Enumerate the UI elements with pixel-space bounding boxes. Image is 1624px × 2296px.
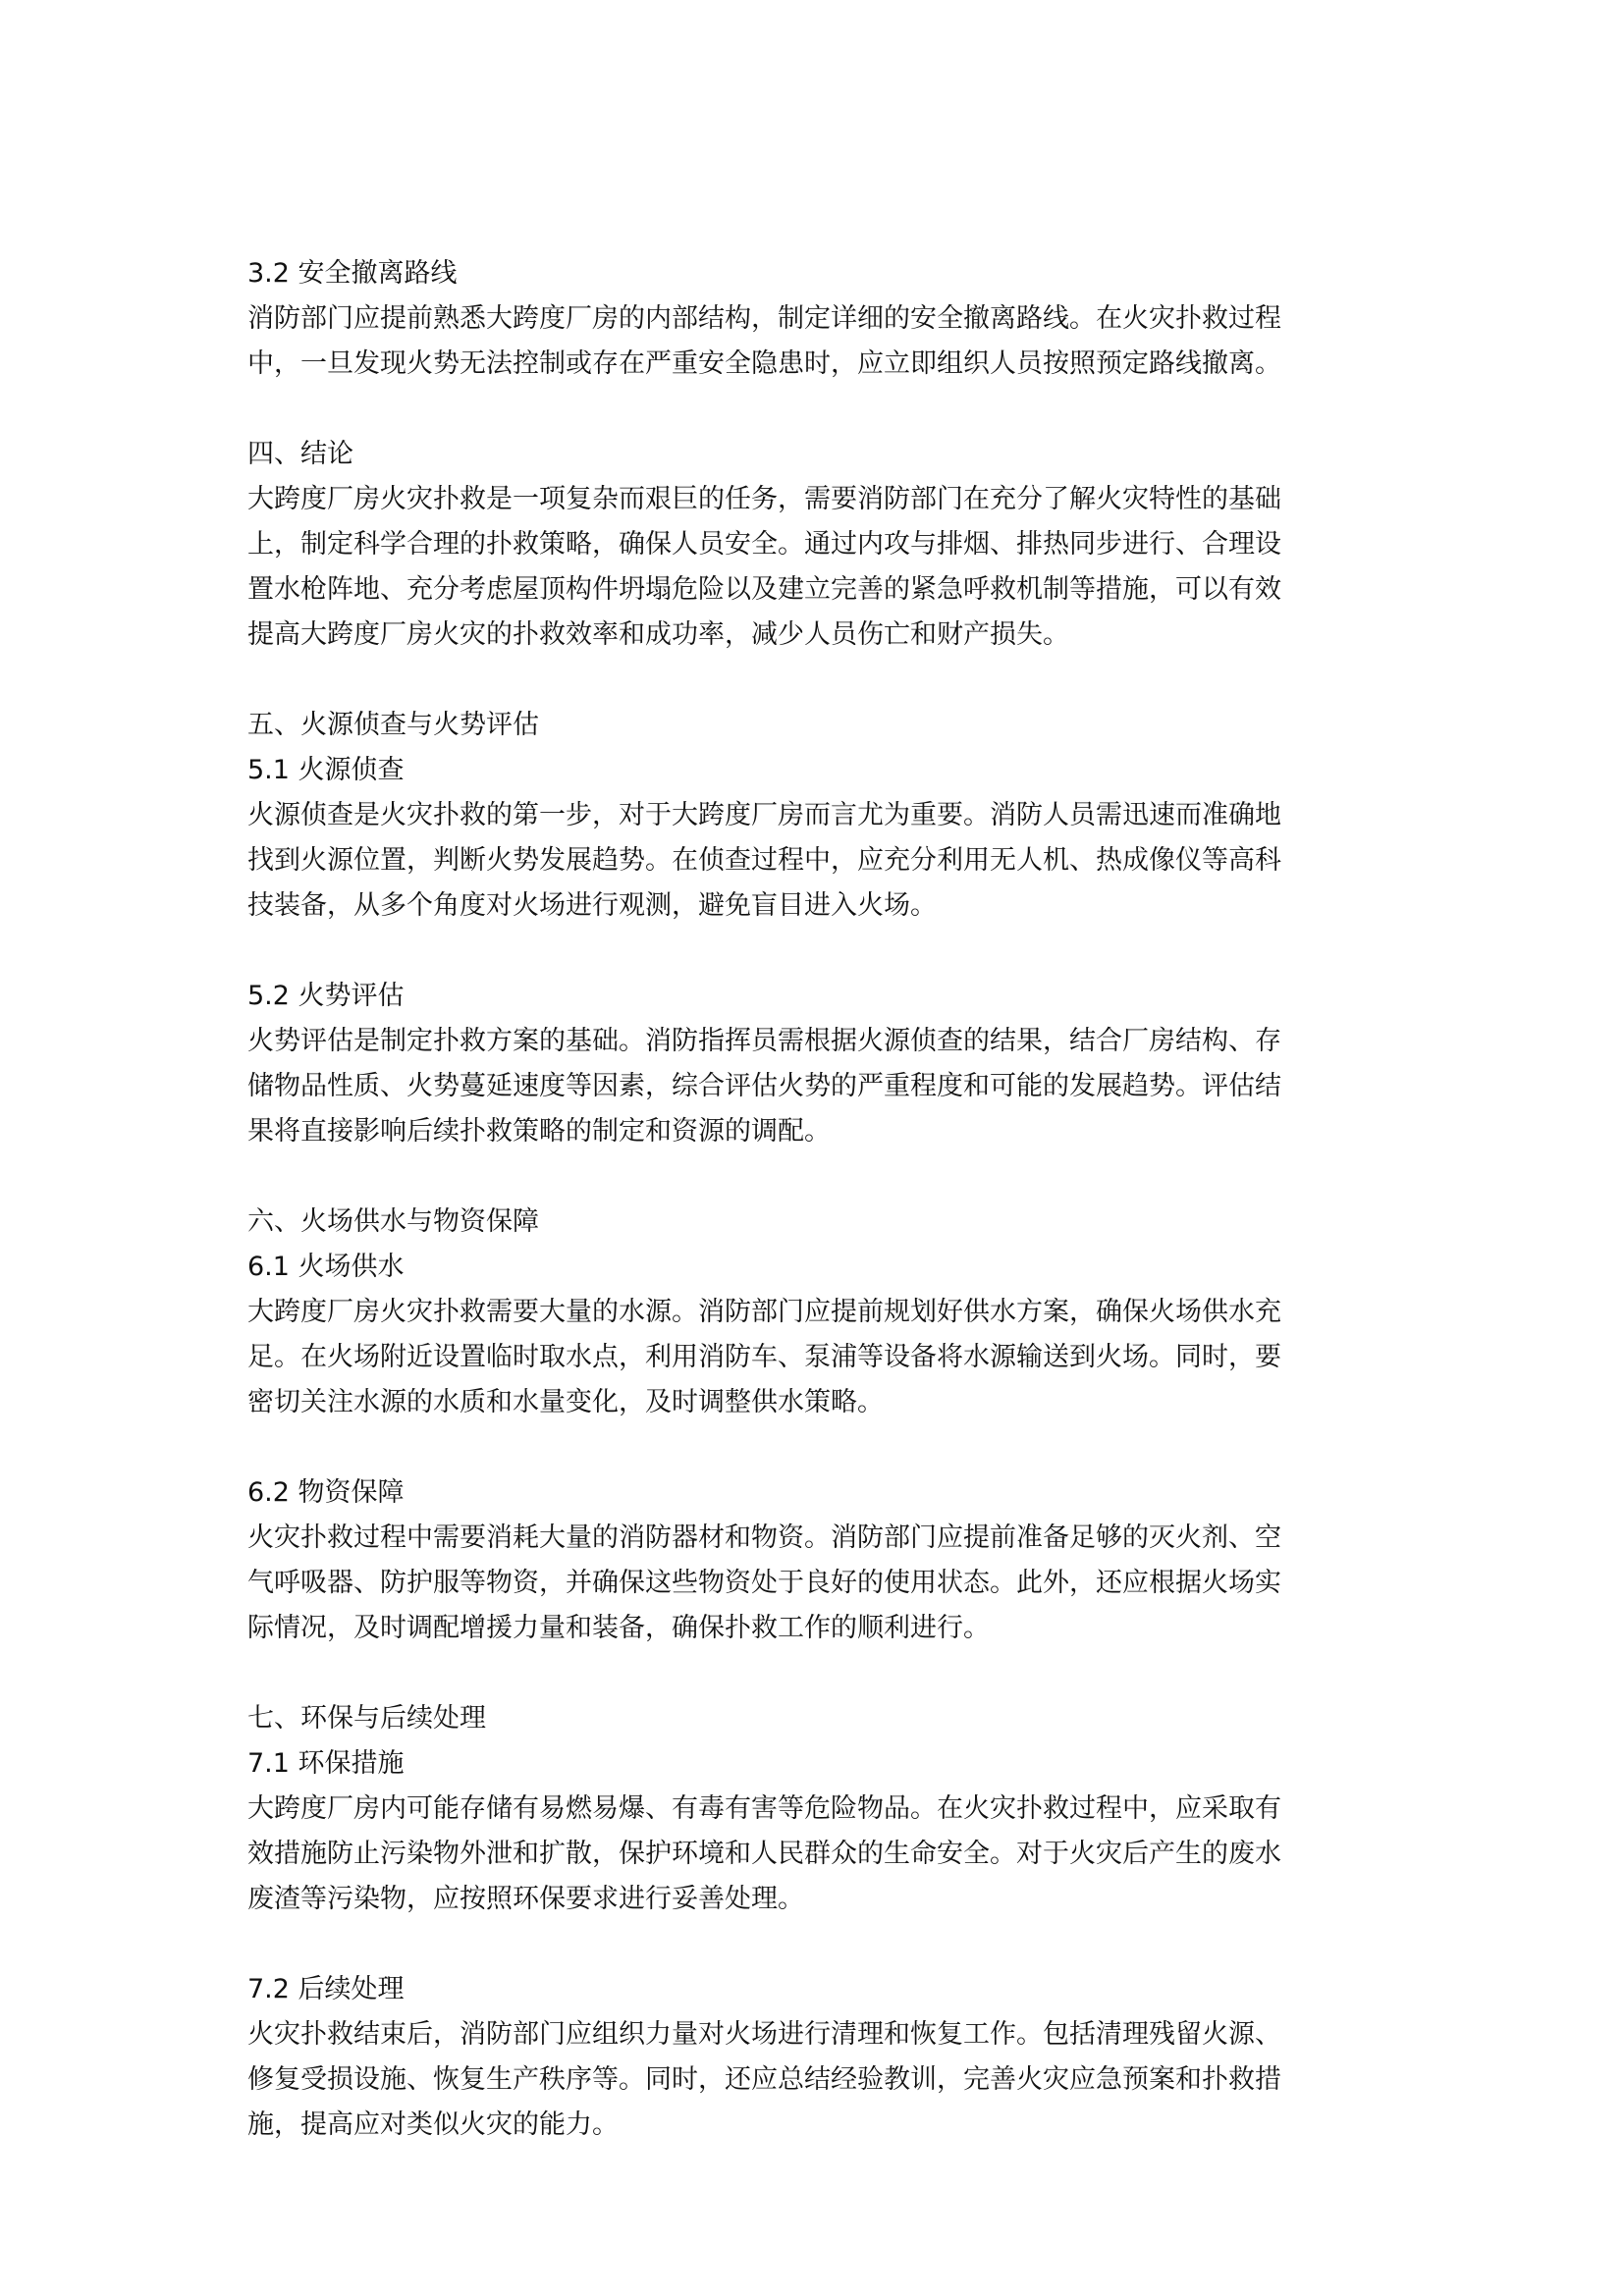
paragraph-6-2 <box>247 1516 1386 1651</box>
section-heading-5: 五、火源侦查与火势评估 <box>247 710 539 740</box>
section-heading-4: 四、结论 <box>247 439 353 469</box>
paragraph-line: 储物品性质、火势蔓延速度等因素，综合评估火势的严重程度和可能的发展趋势。评估结 <box>247 1071 1281 1101</box>
section-heading-7-2: 7.2 后续处理 <box>247 1974 405 2004</box>
blank-line <box>247 1922 1386 1967</box>
section-heading-5-1: 5.1 火源侦查 <box>247 755 405 785</box>
blank-line <box>247 1651 1386 1696</box>
section-heading-7-1: 7.1 环保措施 <box>247 1748 405 1779</box>
paragraph-7-2 <box>247 2012 1386 2148</box>
section-heading-6-2: 6.2 物资保障 <box>247 1477 405 1508</box>
paragraph-line: 火灾扑救过程中需要消耗大量的消防器材和物资。消防部门应提前准备足够的灭火剂、空 <box>247 1522 1281 1553</box>
paragraph-line: 置水枪阵地、充分考虑屋顶构件坍塌危险以及建立完善的紧急呼救机制等措施，可以有效 <box>247 574 1281 605</box>
paragraph-line: 修复受损设施、恢复生产秩序等。同时，还应总结经验教训，完善火灾应急预案和扑救措 <box>247 2064 1281 2095</box>
section-heading-6-1: 6.1 火场供水 <box>247 1252 405 1282</box>
paragraph-line: 提高大跨度厂房火灾的扑救效率和成功率，减少人员伤亡和财产损失。 <box>247 619 1069 650</box>
paragraph-4 <box>247 477 1386 658</box>
paragraph-line: 果将直接影响后续扑救策略的制定和资源的调配。 <box>247 1116 831 1147</box>
paragraph-line: 施，提高应对类似火灾的能力。 <box>247 2109 619 2140</box>
blank-line <box>247 658 1386 703</box>
paragraph-line: 火灾扑救结束后，消防部门应组织力量对火场进行清理和恢复工作。包括清理残留火源、 <box>247 2019 1281 2050</box>
paragraph-7-1 <box>247 1787 1386 1922</box>
paragraph-6-1 <box>247 1290 1386 1425</box>
section-heading-7: 七、环保与后续处理 <box>247 1703 486 1734</box>
paragraph-line: 消防部门应提前熟悉大跨度厂房的内部结构，制定详细的安全撤离路线。在火灾扑救过程 <box>247 303 1281 334</box>
paragraph-line: 废渣等污染物，应按照环保要求进行妥善处理。 <box>247 1884 804 1914</box>
paragraph-line: 足。在火场附近设置临时取水点，利用消防车、泵浦等设备将水源输送到火场。同时，要 <box>247 1342 1281 1372</box>
section-heading-6: 六、火场供水与物资保障 <box>247 1206 539 1237</box>
paragraph-line: 密切关注水源的水质和水量变化，及时调整供水策略。 <box>247 1387 884 1417</box>
paragraph-line: 际情况，及时调配增援力量和装备，确保扑救工作的顺利进行。 <box>247 1613 990 1643</box>
paragraph-line: 大跨度厂房火灾扑救是一项复杂而艰巨的任务，需要消防部门在充分了解火灾特性的基础 <box>247 484 1281 514</box>
paragraph-5-1 <box>247 793 1386 929</box>
paragraph-line: 火势评估是制定扑救方案的基础。消防指挥员需根据火源侦查的结果，结合厂房结构、存 <box>247 1026 1281 1056</box>
paragraph-line: 找到火源位置，判断火势发展趋势。在侦查过程中，应充分利用无人机、热成像仪等高科 <box>247 845 1281 876</box>
section-heading-5-2: 5.2 火势评估 <box>247 981 405 1011</box>
blank-line <box>247 929 1386 974</box>
paragraph-line: 中，一旦发现火势无法控制或存在严重安全隐患时，应立即组织人员按照预定路线撤离。 <box>247 348 1281 379</box>
paragraph-line: 大跨度厂房内可能存储有易燃易爆、有毒有害等危险物品。在火灾扑救过程中，应采取有 <box>247 1793 1281 1824</box>
blank-line <box>247 1425 1386 1470</box>
paragraph-line: 技装备，从多个角度对火场进行观测，避免盲目进入火场。 <box>247 890 937 921</box>
paragraph-line: 大跨度厂房火灾扑救需要大量的水源。消防部门应提前规划好供水方案，确保火场供水充 <box>247 1297 1281 1327</box>
document-page <box>247 251 1386 2148</box>
section-heading-3-2: 3.2 安全撤离路线 <box>247 258 458 289</box>
paragraph-3-2 <box>247 296 1386 387</box>
paragraph-line: 上，制定科学合理的扑救策略，确保人员安全。通过内攻与排烟、排热同步进行、合理设 <box>247 529 1281 560</box>
paragraph-line: 气呼吸器、防护服等物资，并确保这些物资处于良好的使用状态。此外，还应根据火场实 <box>247 1568 1281 1598</box>
paragraph-line: 效措施防止污染物外泄和扩散，保护环境和人民群众的生命安全。对于火灾后产生的废水 <box>247 1839 1281 1869</box>
paragraph-5-2 <box>247 1019 1386 1154</box>
blank-line <box>247 387 1386 432</box>
paragraph-line: 火源侦查是火灾扑救的第一步，对于大跨度厂房而言尤为重要。消防人员需迅速而准确地 <box>247 800 1281 830</box>
blank-line <box>247 1154 1386 1200</box>
